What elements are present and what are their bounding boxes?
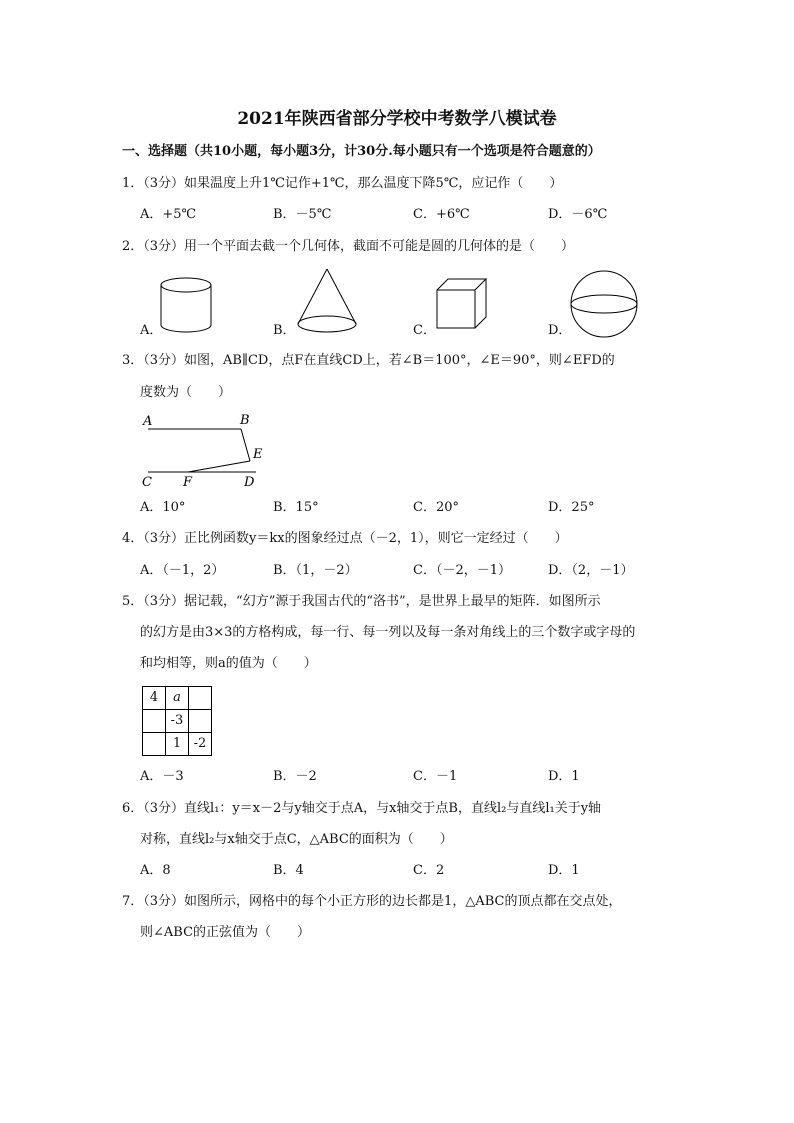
q6-option-c: C．2 (413, 863, 445, 878)
q5-option-c: C．－1 (413, 769, 458, 784)
label-f: F (183, 475, 193, 490)
q5-option-a: A．－3 (140, 769, 184, 784)
question-5-line3: 和均相等，则a的值为（ ） (140, 656, 317, 671)
question-7-line2: 则∠ABC的正弦值为（ ） (140, 925, 311, 940)
q3-option-d: D．25° (548, 500, 595, 515)
q4-option-a: A．（－1，2） (140, 563, 225, 578)
grid-cell (188, 686, 212, 710)
q1-option-d: D．－6℃ (548, 207, 608, 222)
q2-option-b: B． (273, 323, 296, 338)
q6-option-d: D．1 (548, 863, 580, 878)
q1-option-c: C．+6℃ (413, 207, 470, 222)
q2-option-d: D． (548, 323, 572, 338)
question-3-line1: 3．（3分）如图，AB∥CD，点F在直线CD上，若∠B＝100°，∠E＝90°，则∠EFD的 (122, 353, 615, 368)
q6-option-b: B．4 (273, 863, 304, 878)
question-4: 4．（3分）正比例函数y＝kx的图象经过点（－2，1），则它一定经过（ ） (122, 531, 568, 546)
q4-option-c: C．（－2，－1） (413, 563, 511, 578)
label-d: D (244, 475, 255, 490)
cone-figure (294, 266, 360, 338)
grid-cell (188, 709, 212, 733)
question-5-line1: 5．（3分）据记载，“幻方”源于我国古代的“洛书”，是世界上最早的矩阵．如图所示 (122, 594, 601, 609)
grid-cell: 1 (165, 732, 189, 756)
q6-option-a: A．8 (140, 863, 171, 878)
label-e: E (253, 447, 263, 462)
grid-cell (142, 709, 166, 733)
q4-option-d: D．（2，－1） (548, 563, 634, 578)
grid-cell: -2 (188, 732, 212, 756)
q1-option-b: B．－5℃ (273, 207, 332, 222)
question-6-line2: 对称，直线l₂与x轴交于点C，△ABC的面积为（ ） (140, 832, 453, 847)
section-heading: 一、选择题（共10小题，每小题3分，计30分.每小题只有一个选项是符合题意的） (122, 144, 601, 159)
question-2: 2．（3分）用一个平面去截一个几何体，截面不可能是圆的几何体的是（ ） (122, 239, 575, 254)
label-c: C (142, 475, 152, 490)
parallel-lines-figure (140, 410, 270, 490)
q5-option-d: D．1 (548, 769, 580, 784)
q4-option-b: B．（1，－2） (273, 563, 358, 578)
grid-cell: 4 (142, 686, 166, 710)
line-be (241, 429, 250, 461)
question-1: 1．（3分）如果温度上升1℃记作+1℃，那么温度下降5℃，应记作（ ） (122, 176, 563, 191)
grid-cell (142, 732, 166, 756)
q3-option-c: C．20° (413, 500, 459, 515)
grid-cell: a (165, 686, 189, 710)
page-title: 2021年陕西省部分学校中考数学八模试卷 (237, 109, 557, 129)
label-a: A (143, 414, 153, 429)
q3-option-a: A．10° (140, 500, 186, 515)
line-ef (188, 461, 250, 472)
question-7-line1: 7．（3分）如图所示，网格中的每个小正方形的边长都是1，△ABC的顶点都在交点处， (122, 894, 622, 909)
grid-cell: -3 (165, 709, 189, 733)
question-3-line2: 度数为（ ） (140, 385, 232, 400)
q1-option-a: A．+5℃ (140, 207, 197, 222)
q5-option-b: B．－2 (273, 769, 317, 784)
question-5-line2: 的幻方是由3×3的方格构成，每一行、每一列以及每一条对角线上的三个数字或字母的 (140, 625, 636, 640)
sphere-figure (568, 268, 640, 340)
cylinder-figure (158, 276, 214, 336)
question-6-line1: 6．（3分）直线l₁：y＝x－2与y轴交于点A，与x轴交于点B，直线l₂与直线l₁关于y轴 (122, 801, 602, 816)
q3-option-b: B．15° (273, 500, 319, 515)
q2-option-a: A． (140, 323, 163, 338)
q2-option-c: C． (413, 323, 436, 338)
label-b: B (240, 413, 250, 428)
cube-figure (434, 276, 490, 332)
